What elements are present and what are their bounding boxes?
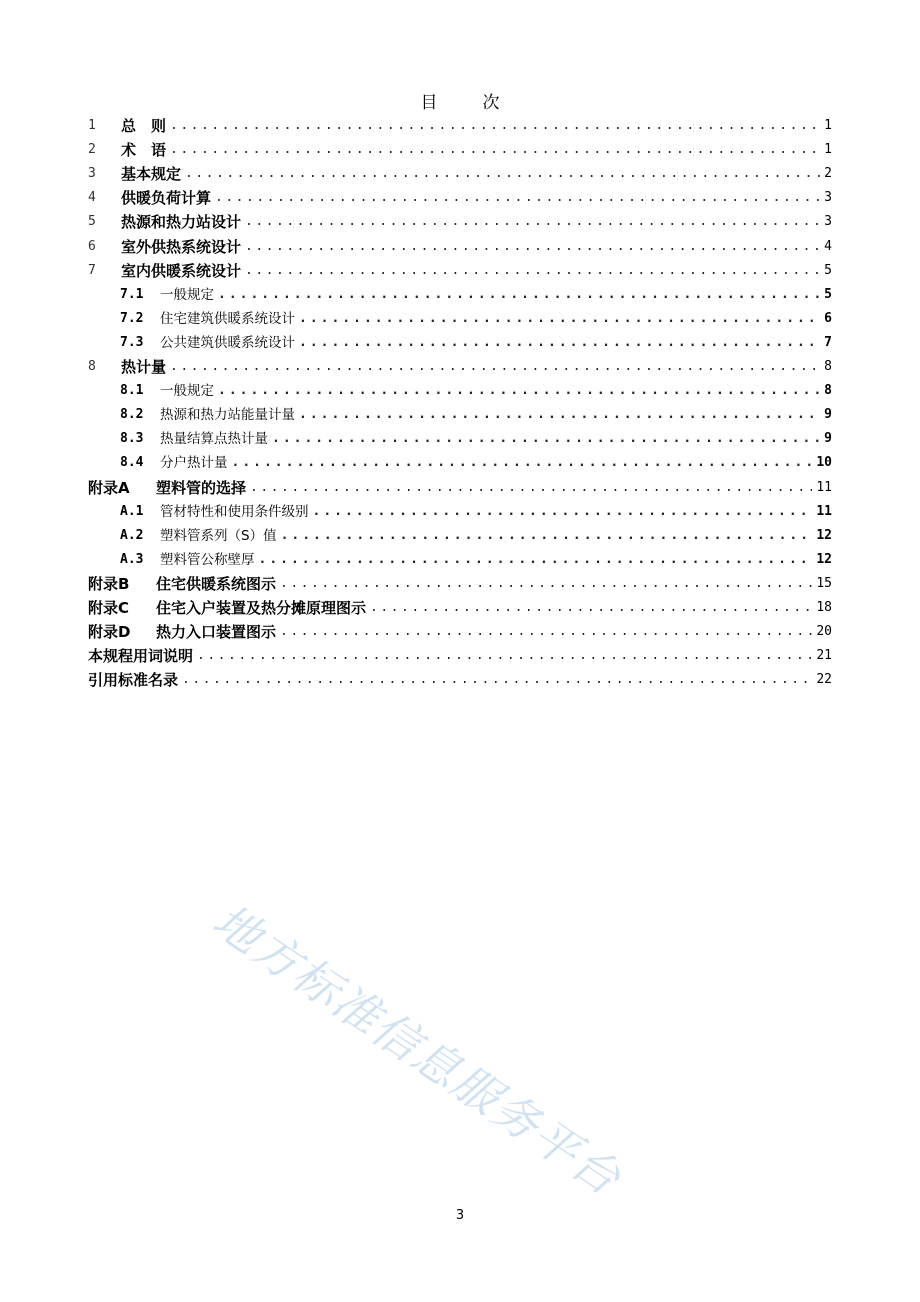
toc-entry-label: 供暖负荷计算 — [121, 189, 212, 208]
toc-entry[interactable] — [120, 451, 832, 473]
toc-dot-leader — [185, 164, 820, 184]
page-number: 3 — [455, 1208, 465, 1223]
toc-entry-page: 12 — [816, 527, 832, 543]
toc-entry[interactable] — [88, 644, 832, 666]
toc-entry[interactable] — [88, 572, 832, 594]
toc-entry-page: 8 — [824, 359, 832, 374]
toc-entry-number: 3 — [88, 166, 96, 182]
toc-entry-label: 一般规定 — [160, 286, 214, 303]
toc-entry[interactable] — [88, 162, 832, 184]
toc-entry-label: 本规程用词说明 — [88, 647, 194, 666]
toc-entry-page: 21 — [816, 648, 832, 664]
toc-dot-leader — [170, 357, 820, 377]
toc-entry-number: 7.1 — [120, 286, 144, 302]
toc-entry-page: 4 — [824, 238, 832, 254]
toc-entry-page: 15 — [816, 575, 832, 591]
toc-entry[interactable] — [120, 524, 832, 546]
toc-dot-leader — [215, 188, 820, 208]
toc-entry-label: 塑料管系列（S）值 — [160, 527, 277, 544]
toc-entry-page: 9 — [824, 431, 832, 447]
toc-entry[interactable] — [120, 548, 832, 570]
toc-entry[interactable] — [120, 331, 832, 353]
toc-entry[interactable] — [88, 235, 832, 257]
toc-entry[interactable] — [88, 355, 832, 377]
toc-entry-label: 一般规定 — [160, 383, 214, 400]
toc-entry-number: 附录C — [88, 599, 130, 617]
toc-entry-label: 热计量 — [121, 358, 167, 376]
toc-entry-label: 住宅入户装置及热分摊原理图示 — [156, 599, 367, 617]
toc-entry[interactable] — [120, 500, 832, 522]
toc-dot-leader — [259, 550, 813, 570]
toc-entry[interactable] — [120, 379, 832, 401]
toc-entry[interactable] — [88, 476, 832, 498]
toc-entry-page: 7 — [824, 334, 832, 350]
toc-dot-leader — [232, 453, 813, 473]
toc-entry-number: 7.3 — [120, 334, 144, 350]
toc-entry-number: 附录B — [88, 574, 130, 593]
toc-entry-page: 2 — [824, 166, 832, 182]
toc-entry-page: 3 — [824, 190, 832, 206]
toc-entry-page: 3 — [824, 214, 832, 230]
toc-entry-page: 20 — [816, 624, 832, 640]
toc-entry-label: 引用标准名录 — [88, 671, 179, 690]
toc-entry-label: 热量结算点热计量 — [160, 431, 268, 448]
toc-entry[interactable] — [88, 596, 832, 618]
toc-entry-number: 1 — [88, 118, 96, 133]
toc-entry-number: A.1 — [120, 503, 144, 519]
toc-entry-label: 热源和热力站设计 — [121, 213, 242, 232]
toc-dot-leader — [299, 309, 820, 329]
toc-entry-label: 管材特性和使用条件级别 — [160, 503, 309, 520]
toc-dot-leader — [299, 405, 820, 425]
toc-dot-leader — [170, 116, 820, 136]
toc-entry-number: 7.2 — [120, 310, 144, 326]
toc-dot-leader — [272, 429, 820, 449]
toc-entry-page: 1 — [824, 142, 832, 158]
toc-entry[interactable] — [88, 186, 832, 208]
toc-dot-leader — [197, 646, 812, 666]
toc-entry-number: 8.4 — [120, 455, 144, 471]
toc-entry-page: 22 — [816, 672, 832, 688]
toc-entry-label: 总 则 — [121, 117, 167, 135]
toc-dot-leader — [218, 285, 820, 305]
toc-dot-leader — [170, 140, 820, 160]
toc-entry-number: A.2 — [120, 527, 144, 543]
toc-dot-leader — [370, 598, 812, 618]
toc-entry-page: 1 — [824, 118, 832, 133]
toc-entry-label: 室内供暖系统设计 — [121, 261, 242, 280]
toc-dot-leader — [299, 333, 820, 353]
toc-entry[interactable] — [88, 620, 832, 642]
toc-entry[interactable] — [120, 283, 832, 305]
toc-entry[interactable] — [88, 114, 832, 136]
toc-entry-number: 8.3 — [120, 431, 144, 447]
toc-entry-page: 5 — [824, 262, 832, 278]
toc-entry-label: 热力入口装置图示 — [156, 623, 277, 642]
toc-entry-number: 4 — [88, 190, 96, 206]
toc-entry-label: 公共建筑供暖系统设计 — [160, 334, 295, 351]
toc-entry-page: 8 — [824, 383, 832, 399]
toc-entry-page: 18 — [816, 600, 832, 615]
toc-entry-page: 10 — [816, 455, 832, 471]
toc-dot-leader — [245, 261, 820, 281]
toc-entry-label: 基本规定 — [121, 165, 182, 184]
toc-dot-leader — [245, 237, 820, 257]
toc-entry[interactable] — [88, 259, 832, 281]
toc-entry-number: 7 — [88, 262, 96, 278]
toc-entry[interactable] — [88, 668, 832, 690]
toc-entry-label: 热源和热力站能量计量 — [160, 407, 295, 424]
toc-dot-leader — [281, 526, 813, 546]
toc-entry[interactable] — [120, 403, 832, 425]
toc-entry-number: 8.1 — [120, 383, 144, 399]
toc-entry-label: 术 语 — [121, 141, 167, 160]
toc-entry-number: 5 — [88, 214, 96, 230]
toc-entry-label: 塑料管的选择 — [156, 478, 247, 497]
toc-entry-number: 附录A — [88, 478, 130, 497]
toc-entry-label: 住宅供暖系统图示 — [156, 574, 277, 593]
toc-entry-number: 2 — [88, 142, 96, 158]
toc-entry-number: 6 — [88, 238, 96, 254]
toc-entry-label: 分户热计量 — [160, 455, 228, 472]
toc-entry-label: 住宅建筑供暖系统设计 — [160, 310, 295, 327]
toc-entry-page: 11 — [816, 503, 832, 519]
toc-entry-number: A.3 — [120, 551, 144, 567]
toc-entry-page: 5 — [824, 286, 832, 302]
toc-entry-page: 9 — [824, 407, 832, 423]
toc-dot-leader — [218, 381, 820, 401]
toc-entry[interactable] — [120, 307, 832, 329]
toc-entry[interactable] — [120, 427, 832, 449]
toc-dot-leader — [182, 670, 812, 690]
toc-entry-number: 8.2 — [120, 407, 144, 423]
toc-entry-label: 室外供热系统设计 — [121, 237, 242, 256]
toc-dot-leader — [280, 574, 812, 594]
toc-entry-number: 附录D — [88, 623, 131, 642]
toc-entry[interactable] — [88, 138, 832, 160]
toc-entry-label: 塑料管公称壁厚 — [160, 551, 255, 568]
toc-entry[interactable] — [88, 210, 832, 232]
page-title: 目 次 — [420, 93, 514, 113]
toc-entry-page: 6 — [824, 310, 832, 326]
toc-dot-leader — [250, 478, 812, 498]
toc-dot-leader — [313, 502, 813, 522]
toc-entry-page: 12 — [816, 551, 832, 567]
toc-dot-leader — [245, 212, 820, 232]
toc-entry-number: 8 — [88, 359, 96, 374]
watermark: 地方标准信息服务平台 — [203, 893, 632, 1207]
toc-entry-page: 11 — [816, 479, 832, 495]
toc-dot-leader — [280, 622, 812, 642]
